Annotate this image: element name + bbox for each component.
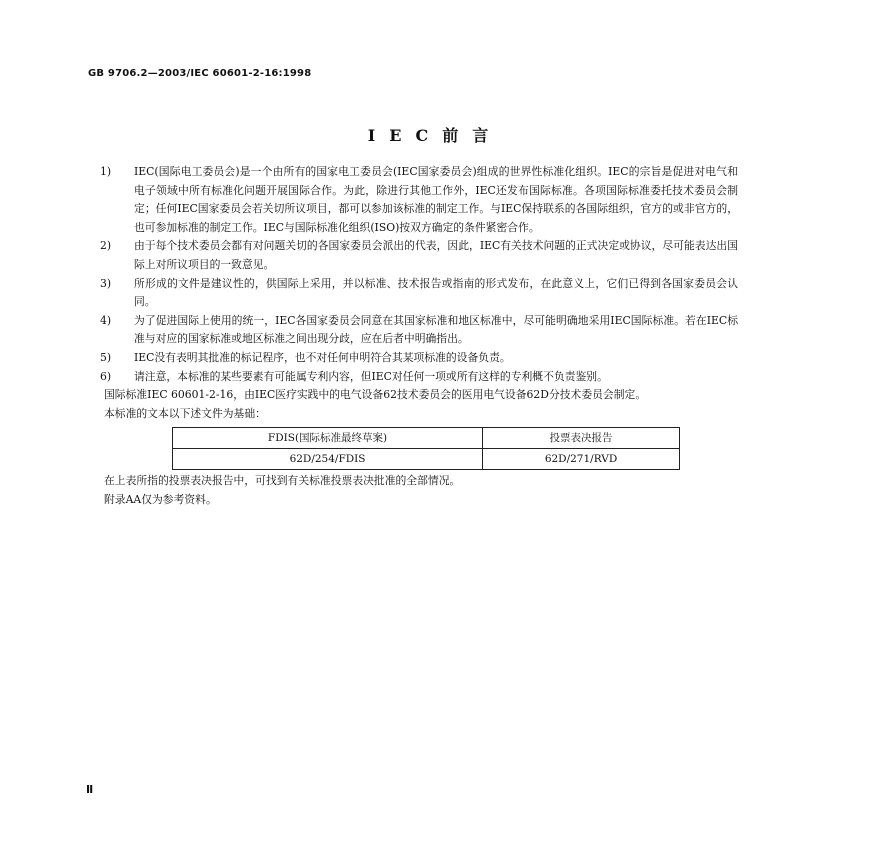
list-item [98, 163, 738, 237]
list-item [98, 275, 738, 312]
table-header-row [173, 428, 680, 449]
item-text: 所形成的文件是建议性的，供国际上采用，并以标准、技术报告或指南的形式发布，在此意义上，它们已得到各国家委员会认同。 [134, 276, 738, 309]
list-item [98, 368, 738, 387]
page-title: IEC前言 [367, 126, 503, 145]
item-number: 1) [100, 165, 112, 178]
documents-table [172, 427, 680, 470]
item-number: 2) [100, 239, 112, 253]
intl-standard-paragraph: 国际标准IEC 60601-2-16，由IEC医疗实践中的电气设备62技术委员会的医用电气设备62D分技术委员会制定。 [104, 388, 647, 402]
item-text: 请注意，本标准的某些要素有可能属专利内容，但IEC对任何一项或所有这样的专利概不负责鉴别。 [134, 369, 608, 383]
list-item [98, 349, 738, 368]
item-text: 为了促进国际上使用的统一，IEC各国家委员会同意在其国家标准和地区标准中，尽可能明确地采用IEC国际标准。若在IEC标准与对应的国家标准或地区标准之间出现分歧，应在后者中明确指出。 [134, 313, 738, 346]
list-item [98, 312, 738, 349]
item-number: 5) [100, 350, 112, 364]
item-text: IEC(国际电工委员会)是一个由所有的国家电工委员会(IEC国家委员会)组成的世界性标准化组织。IEC的宗旨是促进对电气和电子领域中所有标准化问题开展国际合作。为此，除进行其他工作外，IEC还发布国际标准。各项国际标准委托技术委员会制定；任何IEC国家委员会若关切所议项目，都可以参加该标准的制定工作。与IEC保持联系的各国际组织，官方的或非官方的，也可参加标准的制定工作。IEC与国际标准化组织(ISO)按双方确定的条件紧密合作。 [134, 165, 738, 234]
table-cell: 62D/271/RVD [483, 449, 680, 470]
item-text: 由于每个技术委员会都有对问题关切的各国家委员会派出的代表，因此，IEC有关技术问题的正式决定或协议，尽可能表达出国际上对所议项目的一致意见。 [134, 239, 738, 271]
table-header-cell: 投票表决报告 [483, 428, 680, 449]
standard-id-header: GB 9706.2—2003/IEC 60601-2-16:1998 [88, 68, 312, 79]
table-header-cell: FDIS(国际标准最终草案) [173, 428, 483, 449]
page-number: Ⅱ [86, 783, 94, 796]
item-text: IEC没有表明其批准的标记程序，也不对任何申明符合其某项标准的设备负责。 [134, 350, 511, 364]
item-number: 4) [100, 313, 112, 327]
table-cell: 62D/254/FDIS [173, 449, 483, 470]
list-item [98, 237, 738, 274]
table-row [173, 449, 680, 470]
annex-paragraph: 附录AA仅为参考资料。 [104, 492, 217, 506]
foreword-content [98, 163, 738, 510]
item-number: 3) [100, 276, 112, 290]
basis-paragraph: 本标准的文本以下述文件为基础： [104, 406, 266, 420]
item-number: 6) [100, 369, 112, 383]
voting-report-paragraph: 在上表所指的投票表决报告中，可找到有关标准投票表决批准的全部情况。 [104, 474, 461, 488]
